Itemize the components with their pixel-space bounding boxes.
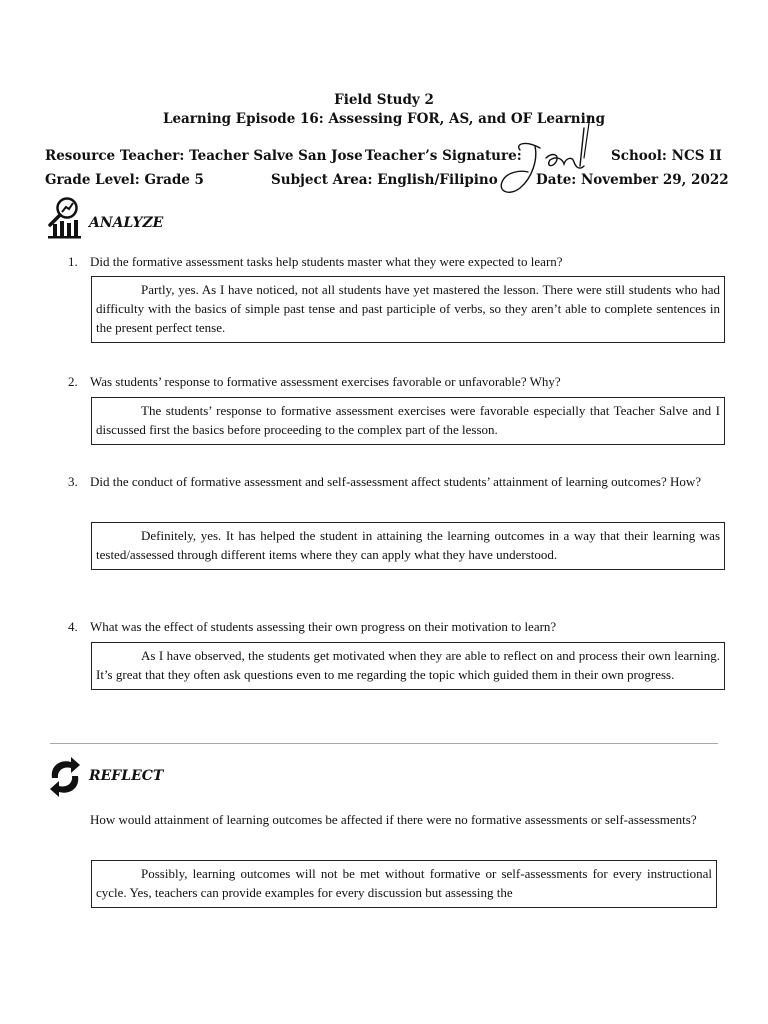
question-number: 1. — [68, 254, 78, 269]
resource-teacher: Resource Teacher: Teacher Salve San Jose — [45, 148, 363, 164]
reflect-heading: REFLECT — [89, 768, 164, 784]
analytics-chart-icon — [45, 196, 83, 240]
teacher-signature-label: Teacher’s Signature: — [365, 148, 522, 164]
answer-box-4: As I have observed, the students get motivated when they are able to reflect on and process their own learning. It’s great that they often ask questions even to me regarding the topic which guided them in their own progress. — [91, 642, 725, 690]
question-3 — [68, 470, 723, 494]
question-text: How would attainment of learning outcomes be affected if there were no formative assessments or self-assessments? — [90, 812, 697, 827]
question-number: 3. — [68, 474, 78, 489]
date: Date: November 29, 2022 — [536, 172, 729, 188]
reflect-question — [90, 808, 723, 832]
answer-box-2: The students’ response to formative assessment exercises were favorable especially that Teacher Salve and I discussed first the basics before proceeding to the complex part of the lesson. — [91, 397, 725, 445]
answer-box-3: Definitely, yes. It has helped the student in attaining the learning outcomes in a way that their learning was tested/assessed through different items where they can apply what they have understood. — [91, 522, 725, 570]
subject-area: Subject Area: English/Filipino — [271, 172, 498, 188]
cycle-arrows-icon — [46, 756, 84, 798]
question-text: What was the effect of students assessing their own progress on their motivation to learn? — [90, 619, 557, 634]
document-subtitle: Learning Episode 16: Assessing FOR, AS, and OF Learning — [162, 111, 606, 127]
question-4 — [68, 615, 723, 639]
question-text: Was students’ response to formative assessment exercises favorable or unfavorable? Why? — [90, 374, 561, 389]
analyze-heading: ANALYZE — [89, 215, 164, 231]
question-1 — [68, 250, 723, 274]
question-number: 4. — [68, 619, 78, 634]
signature-drawing — [480, 110, 600, 200]
question-text: Did the formative assessment tasks help students master what they were expected to learn? — [90, 254, 563, 269]
section-divider — [50, 743, 718, 744]
grade-level: Grade Level: Grade 5 — [45, 172, 204, 188]
school: School: NCS II — [611, 148, 722, 164]
document-title: Field Study 2 — [334, 92, 434, 108]
reflect-answer-box: Possibly, learning outcomes will not be met without formative or self-assessments for every instructional cycle. Yes, teachers can provide examples for every discussion but assessing the — [91, 860, 717, 908]
answer-box-1: Partly, yes. As I have noticed, not all students have yet mastered the lesson. There were still students who had difficulty with the basics of simple past tense and past participle of verbs, so they aren’t able to complete sentences in the present perfect tense. — [91, 276, 725, 343]
question-text: Did the conduct of formative assessment and self-assessment affect students’ attainment of learning outcomes? How? — [90, 474, 702, 489]
question-number: 2. — [68, 374, 78, 389]
question-2 — [68, 370, 723, 394]
